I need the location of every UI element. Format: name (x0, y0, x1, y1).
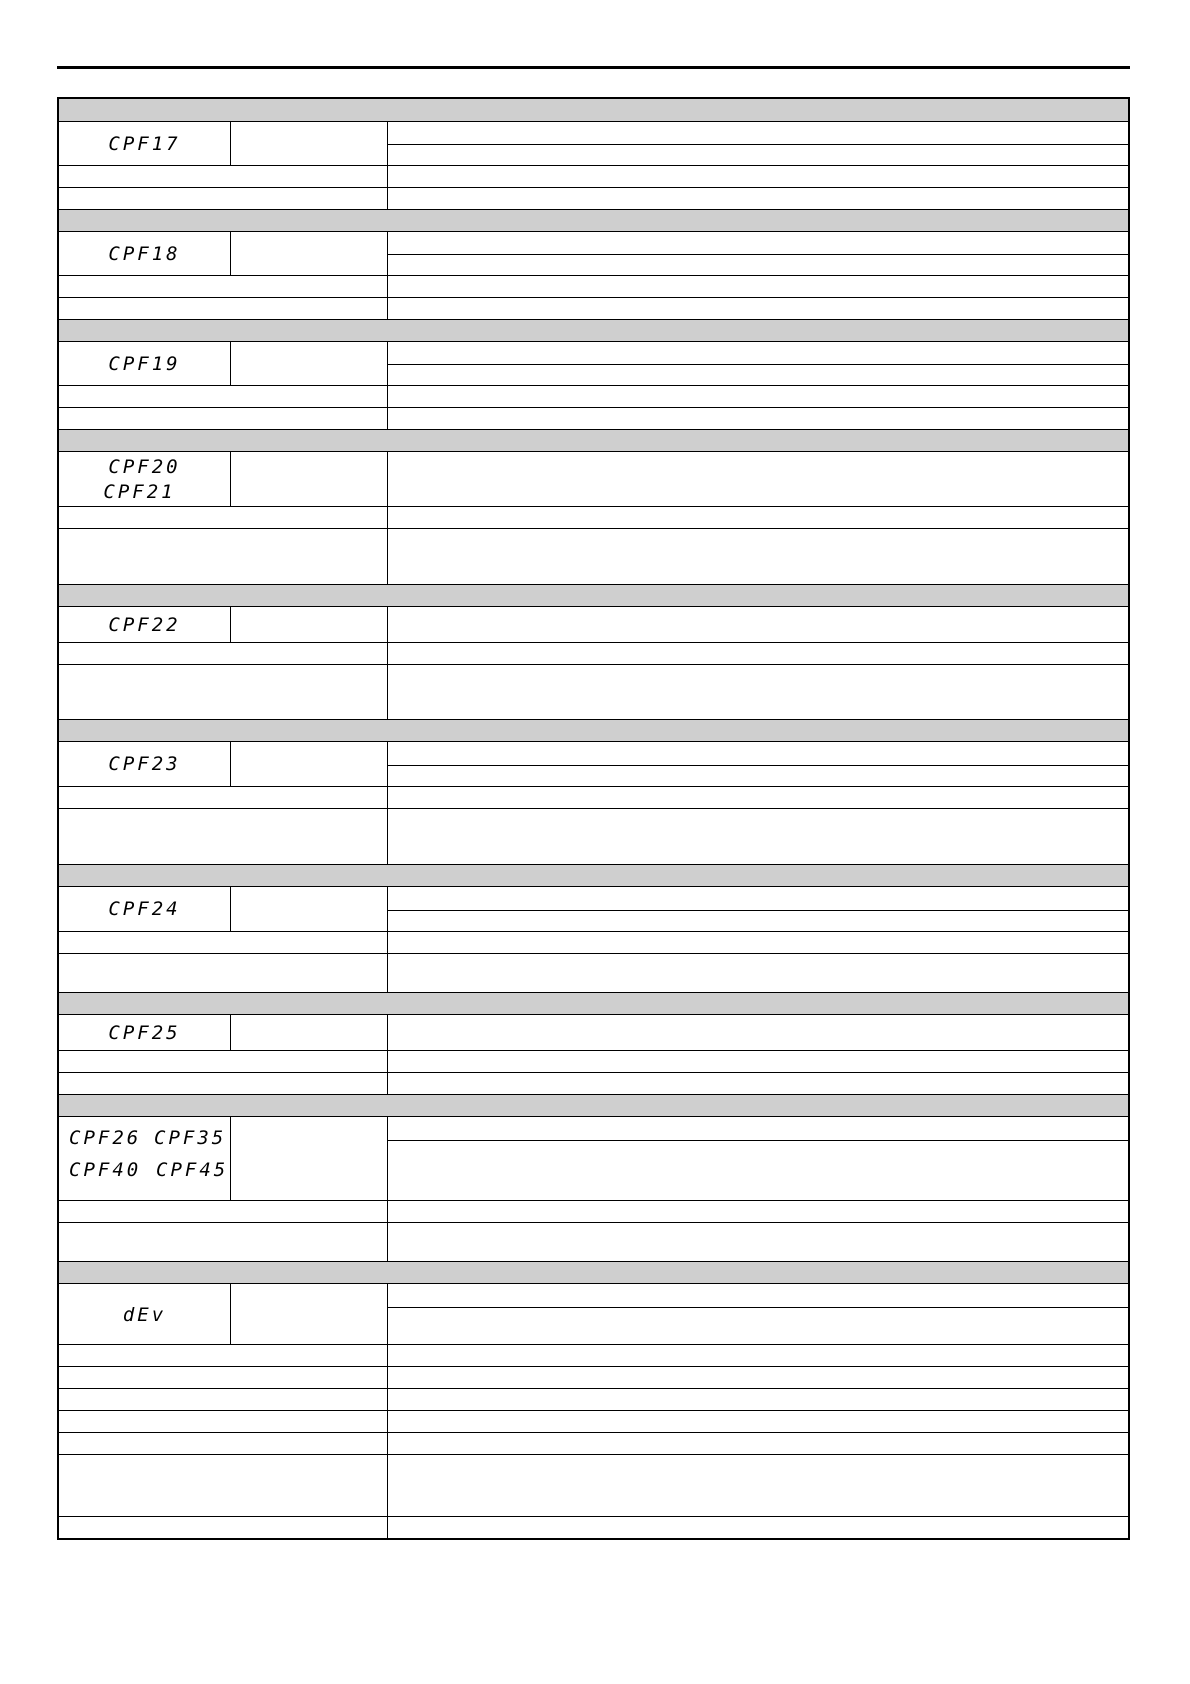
fault-code: CPF20 (108, 456, 181, 478)
table-row (59, 187, 1128, 209)
table-row (59, 1344, 1128, 1366)
table-row (59, 528, 1128, 584)
section-header (59, 319, 1128, 341)
fault-code: CPF45 (156, 1159, 229, 1181)
table-row (59, 664, 1128, 719)
fault-code: CPF23 (108, 753, 181, 775)
section-header (59, 584, 1128, 606)
code-row (59, 121, 1128, 165)
code-row (59, 606, 1128, 642)
code-row (59, 1116, 1128, 1200)
table-row (59, 297, 1128, 319)
section-header (59, 429, 1128, 451)
fault-code: CPF21 (103, 481, 176, 503)
code-row (59, 886, 1128, 931)
section-header (59, 719, 1128, 741)
code-row (59, 231, 1128, 275)
fault-code: CPF35 (154, 1127, 227, 1149)
table-row (59, 165, 1128, 187)
table-row (59, 1432, 1128, 1454)
table-row (59, 1222, 1128, 1261)
section-header (59, 1094, 1128, 1116)
fault-code: CPF22 (108, 614, 181, 636)
fault-table (57, 97, 1130, 1540)
table-row (59, 385, 1128, 407)
code-row (59, 1283, 1128, 1344)
table-row (59, 1050, 1128, 1072)
fault-code: CPF18 (108, 243, 181, 265)
table-row (59, 931, 1128, 953)
code-row (59, 741, 1128, 786)
table-row (59, 1200, 1128, 1222)
table-row (59, 275, 1128, 297)
code-row (59, 1014, 1128, 1050)
fault-code: CPF24 (108, 898, 181, 920)
table-row (59, 642, 1128, 664)
section-header (59, 209, 1128, 231)
table-row (59, 1388, 1128, 1410)
fault-code: CPF19 (108, 353, 181, 375)
table-row (59, 786, 1128, 808)
fault-code: CPF40 (69, 1159, 142, 1181)
table-row (59, 506, 1128, 528)
table-row (59, 1454, 1128, 1516)
code-row (59, 451, 1128, 506)
fault-code: CPF26 (69, 1127, 142, 1149)
fault-code: CPF17 (108, 133, 181, 155)
table-row (59, 1366, 1128, 1388)
section-header (59, 99, 1128, 121)
fault-code: CPF25 (108, 1022, 181, 1044)
table-row (59, 808, 1128, 864)
header-rule (57, 66, 1130, 69)
table-row (59, 953, 1128, 992)
fault-code: dEv (122, 1304, 167, 1326)
table-row (59, 1516, 1128, 1538)
section-header (59, 1261, 1128, 1283)
table-row (59, 1072, 1128, 1094)
section-header (59, 992, 1128, 1014)
section-header (59, 864, 1128, 886)
table-row (59, 407, 1128, 429)
code-row (59, 341, 1128, 385)
table-row (59, 1410, 1128, 1432)
